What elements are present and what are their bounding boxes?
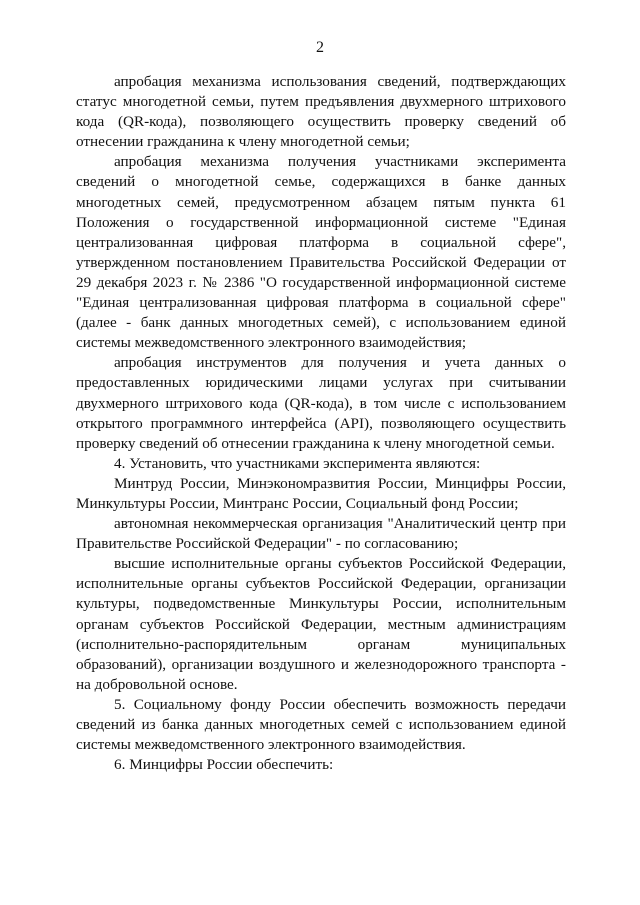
paragraph-qr-code-approbation: апробация механизма использования сведений, подтверждающих статус многодетной семьи, путем предъявления двухмерного штрихового кода (QR-кода), позволяющего осуществить проверку сведений об отнесении гражданина к члену многодетной семьи; — [76, 73, 566, 151]
page-number: 2 — [316, 39, 324, 56]
document-body — [76, 72, 566, 775]
paragraph-federal-agencies: Минтруд России, Минэкономразвития России, Минцифры России, Минкультуры России, Минтранс России, Социальный фонд России; — [76, 474, 566, 512]
paragraph-item-4-participants: 4. Установить, что участниками эксперимента являются: — [114, 454, 481, 472]
paragraph-item-5-social-fund: 5. Социальному фонду России обеспечить возможность передачи сведений из банка данных многодетных семей с использованием единой системы межведомственного электронного взаимодействия. — [76, 695, 566, 754]
paragraph-item-6-mincifry: 6. Минцифры России обеспечить: — [114, 756, 334, 774]
paragraph-analytical-center: автономная некоммерческая организация "Аналитический центр при Правительстве Российской Федерации" - по согласованию; — [76, 515, 566, 553]
paragraph-regional-bodies: высшие исполнительные органы субъектов Российской Федерации, исполнительные органы субъектов Российской Федерации, организации культуры, подведомственные Минкультуры России, исполнительным органам субъектов Российской Федерации, местным администрациям (исполнительно-распорядительным органам муниципальных образований), организации воздушного и железнодорожного транспорта - на добровольной основе. — [76, 555, 566, 693]
paragraph-api-tools-approbation: апробация инструментов для получения и учета данных о предоставленных юридическими лицами услугах при считывании двухмерного штрихового кода (QR-кода), в том числе с использованием открытого программного интерфейса (API), позволяющего осуществить проверку сведений об отнесении гражданина к члену многодетной семьи. — [76, 354, 566, 452]
paragraph-data-bank-approbation: апробация механизма получения участниками эксперимента сведений о многодетной семье, содержащихся в банке данных многодетных семей, предусмотренном абзацем пятым пункта 61 Положения о государственной информационной системе "Единая централизованная цифровая платформа в социальной сфере", утвержденном постановлением Правительства Российской Федерации от 29 декабря 2023 г. № 2386 "О государственной информационной системе "Единая централизованная цифровая платформа в социальной сфере" (далее - банк данных многодетных семей), с использованием единой системы межведомственного электронного взаимодействия; — [76, 153, 566, 352]
